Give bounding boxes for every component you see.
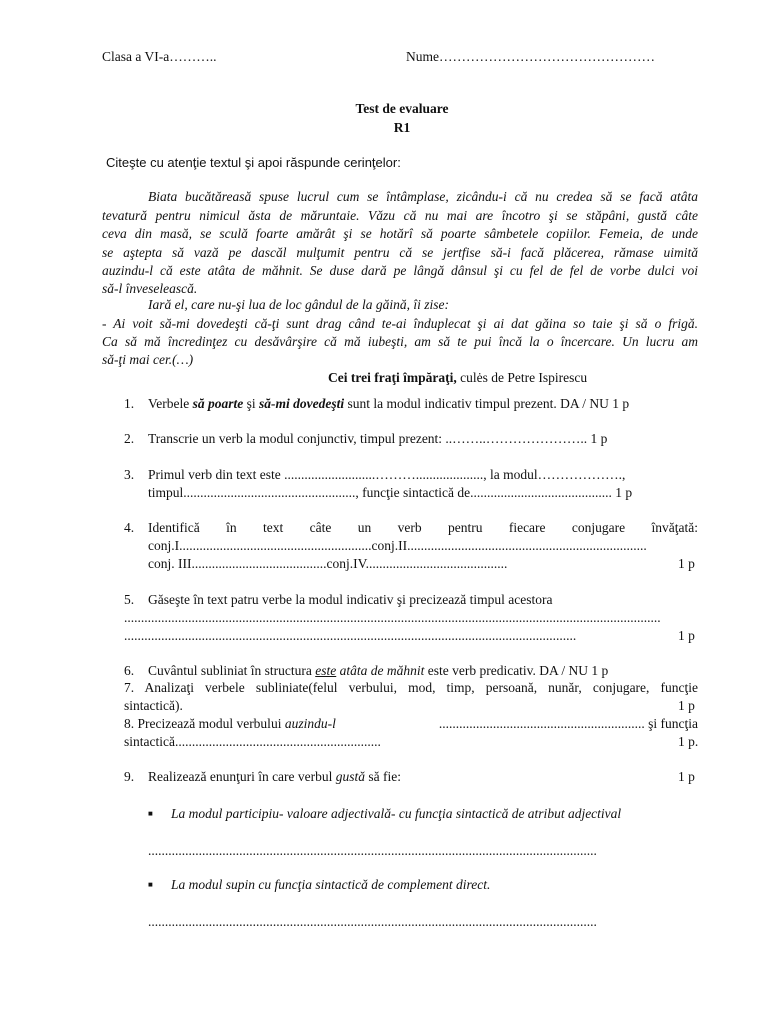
q1-text-post: sunt la modul indicativ timpul prezent. DA / NU 1 p (344, 396, 630, 411)
question-8-line-2: sintactică............................................................. (124, 734, 381, 749)
source-title: Cei trei fraţi împăraţi, (328, 370, 457, 385)
q9-answer-line-2: ..................................................................................................................................... (148, 915, 597, 929)
bullet-icon: ■ (148, 809, 153, 818)
q8-italic-verb: auzindu-l (284, 716, 336, 731)
q6-italic-phrase: atâta de măhnit (336, 663, 425, 678)
q8-text-pre: 8. Precizează modul verbului (124, 716, 285, 731)
question-8-points: 1 p. (678, 734, 699, 749)
question-2: Transcrie un verb la modul conjunctiv, timpul prezent: ..……..………………….. 1 p (148, 431, 608, 446)
test-subtitle: R1 (393, 120, 411, 135)
passage-line: tevatură pentru nimicul ăsta de măruntaie. Văzu că nu mai are încotro şi se stăpâni, gustă câte (102, 208, 698, 223)
source-author: culės de Petre Ispirescu (456, 370, 588, 385)
question-7-line-1: 7. Analizaţi verbele subliniate(felul verbului, mod, timp, persoană, nunăr, conjugare, funcţie (124, 680, 698, 695)
question-4-number: 4. (124, 520, 135, 535)
q9-text-post: să fie: (365, 769, 402, 784)
passage-line: să-ţi mai cer.(…) (102, 352, 194, 367)
q8-text-post: ............................................................. şi funcţia (438, 716, 698, 731)
q1-verb-2: să-mi dovedeşti (259, 396, 345, 411)
question-1-number: 1. (124, 396, 135, 411)
question-9 (148, 770, 401, 784)
class-label: Clasa a VI-a……….. (102, 49, 217, 64)
passage-line: - Ai voit să-mi dovedeşti că-ţi sunt drag când te-ai înduplecat şi ai dat găina so taie şi să o frigă. (102, 316, 698, 331)
question-5-number: 5. (124, 592, 135, 607)
test-title: Test de evaluare (355, 101, 449, 116)
question-5-answer-line: ............................................................................................................................................................... (124, 611, 661, 625)
question-1 (148, 397, 629, 411)
passage-line: Iară el, care nu-şi lua de loc gândul de la găină, îi zise: (148, 297, 449, 312)
name-label: Nume………………………………………… (406, 50, 655, 64)
question-9-points: 1 p (678, 769, 695, 784)
question-6 (148, 664, 608, 678)
question-6-number: 6. (124, 663, 135, 678)
passage-line: se aştepta să vază pe dascăl mulţumit pentru că se jertfise să-i facă plăcerea, rămase uimită (102, 245, 698, 260)
question-3-line-2: timpul..................................................., funcţie sintactică de.......................................... 1 p (148, 486, 633, 500)
question-5-line-1: Găseşte în text patru verbe la modul indicativ şi precizează timpul acestora (148, 592, 553, 607)
q1-verb-1: să poarte (192, 396, 244, 411)
q9-item-2: La modul supin cu funcţia sintactică de complement direct. (171, 877, 491, 892)
question-5-answer-line: ...................................................................................................................................... (124, 629, 577, 643)
question-9-number: 9. (124, 769, 135, 784)
question-5-points: 1 p (678, 628, 695, 643)
q6-text-pre: Cuvântul subliniat în structura (148, 663, 316, 678)
q6-underlined-verb: este (315, 663, 337, 678)
question-4-line-2: conj.I.........................................................conj.II....................................................................... (148, 539, 647, 553)
question-2-number: 2. (124, 431, 135, 446)
question-7-points: 1 p (678, 698, 695, 713)
q1-text-pre: Verbele (148, 396, 193, 411)
question-3-number: 3. (124, 467, 135, 482)
question-4-line-3: conj. III........................................conj.IV.......................................... (148, 556, 508, 571)
question-7-line-2: sintactică). (124, 698, 183, 713)
passage-line: ceva din masă, se sculă foarte amărât şi se hotărî să poarte sâmbetele copiilor. Femeia, de unde (102, 226, 698, 241)
q9-text-pre: Realizează enunţuri în care verbul (148, 769, 336, 784)
q1-text-mid: şi (243, 396, 259, 411)
instruction: Citeşte cu atenţie textul şi apoi răspunde cerinţelor: (106, 155, 401, 170)
passage-source (328, 371, 587, 385)
passage-line: Ca să mă încredinţez cu desăvârşire că mă iubeşti, am să te pui încă la o încercare. Un lucru am (102, 334, 698, 349)
question-8-line-1 (124, 717, 698, 731)
question-3-line-1: Primul verb din text este ...........................………...................., la modul………………., (148, 468, 626, 482)
q9-italic-verb: gustă (335, 769, 366, 784)
passage-line: Biata bucătăreasă spuse lucrul cum se întâmplase, zicându-i că nu credea să se facă atâta (148, 189, 698, 204)
q9-answer-line-1: ..................................................................................................................................... (148, 844, 597, 858)
question-4-line-1: Identifică în text câte un verb pentru fiecare conjugare învăţată: (148, 520, 698, 535)
q6-text-post: este verb predicativ. DA / NU 1 p (424, 663, 609, 678)
passage-line: auzindu-l că este atâta de măhnit. Se duse dară pe lângă dânsul şi cu fel de fel de vorbe dulci voi (102, 263, 698, 278)
q9-item-1: La modul participiu- valoare adjectivală- cu funcţia sintactică de atribut adjectival (171, 806, 622, 821)
passage-line: să-l înveselească. (102, 281, 198, 296)
bullet-icon: ■ (148, 880, 153, 889)
question-4-points: 1 p (678, 556, 695, 571)
